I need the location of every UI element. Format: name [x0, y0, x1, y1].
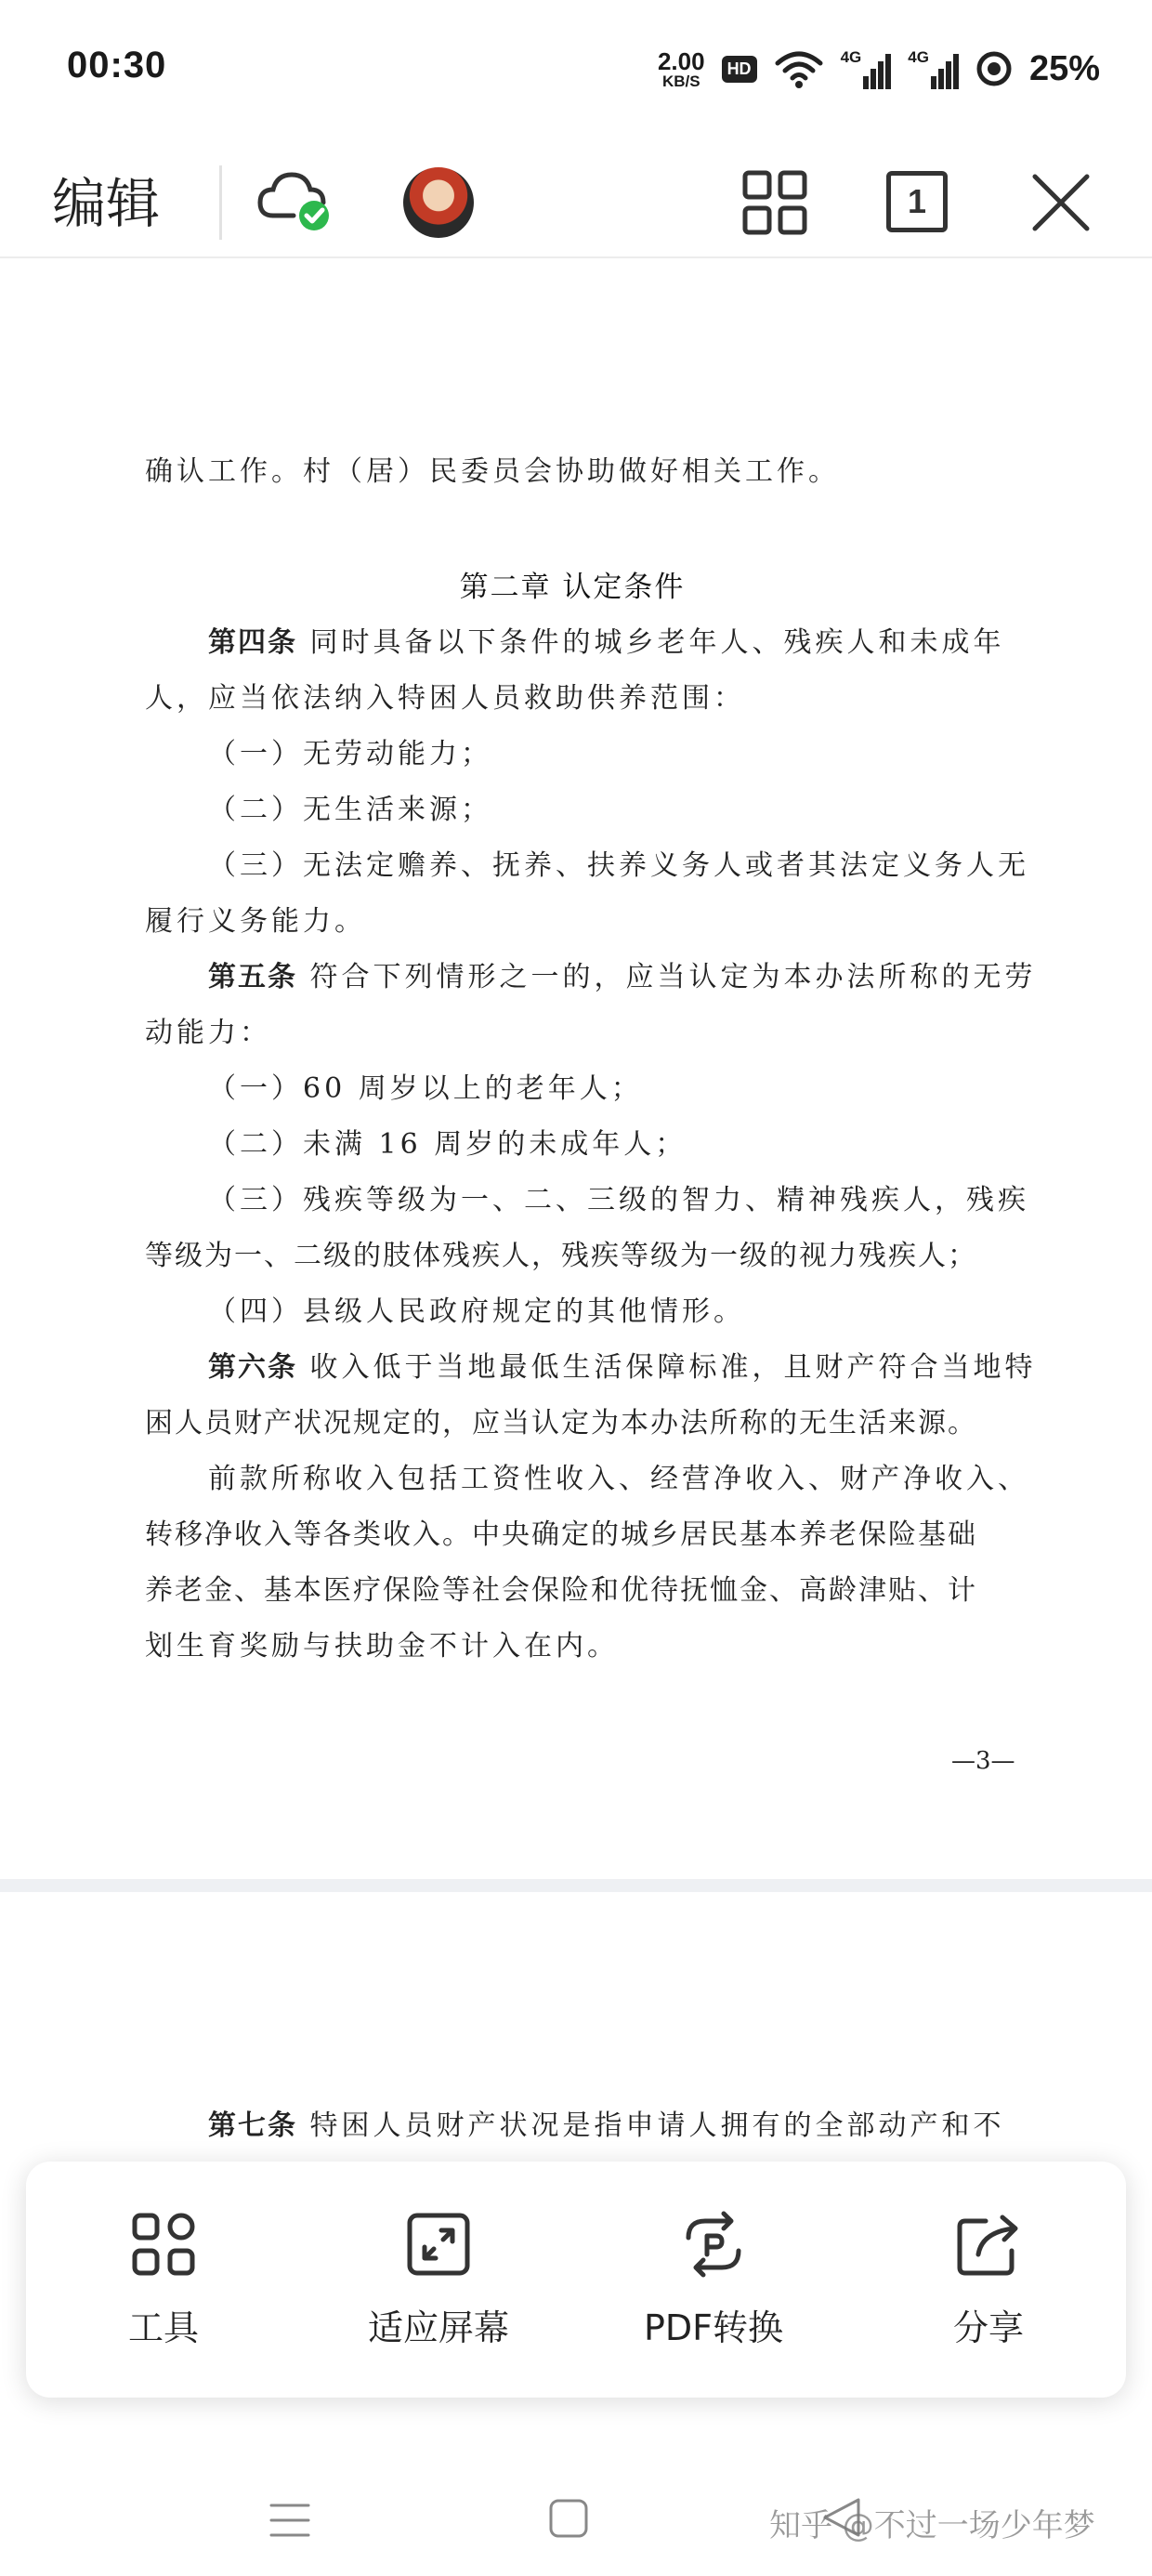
- fit-screen-icon: [404, 2210, 473, 2279]
- list-item: （四）县级人民政府规定的其他情形。: [208, 1295, 745, 1328]
- article-5-heading: 第五条: [208, 961, 297, 993]
- close-button[interactable]: [1028, 169, 1094, 236]
- text-line: 履行义务能力。: [145, 905, 366, 938]
- status-icons: [658, 43, 1100, 95]
- hd-voice-icon: HD: [722, 56, 757, 83]
- text-line: 划生育奖励与扶助金不计入在内。: [145, 1630, 619, 1663]
- share-button[interactable]: [854, 2177, 1123, 2382]
- nav-menu-button[interactable]: [269, 2500, 310, 2541]
- thumbnail-grid-button[interactable]: [740, 167, 810, 238]
- article-6-line: 第六条 收入低于当地最低生活保障标准，且财产符合当地特: [208, 1351, 1037, 1384]
- cloud-sync-button[interactable]: [256, 167, 334, 234]
- network-speed-value: 2.00: [657, 46, 705, 75]
- text-line: 确认工作。村（居）民委员会协助做好相关工作。: [145, 455, 840, 488]
- share-label: 分享: [952, 2307, 1024, 2348]
- list-item: （二）未满 16 周岁的未成年人；: [208, 1128, 687, 1161]
- status-bar: [0, 0, 1152, 139]
- signal-icon-1: 4G: [841, 48, 892, 89]
- status-time: 00:30: [67, 45, 167, 85]
- share-icon: [954, 2210, 1023, 2279]
- pdf-convert-label: PDF转换: [643, 2307, 784, 2348]
- article-4-heading: 第四条: [208, 626, 297, 659]
- text-line: 前款所称收入包括工资性收入、经营净收入、财产净收入、: [208, 1463, 1029, 1495]
- list-item: （三）残疾等级为一、二、三级的智力、精神残疾人，残疾: [208, 1184, 1029, 1216]
- home-square-icon: [548, 2498, 589, 2539]
- user-avatar[interactable]: [403, 167, 474, 238]
- article-7-heading: 第七条: [208, 2109, 297, 2142]
- wifi-icon: [774, 48, 824, 89]
- system-nav-bar: [0, 2435, 1152, 2576]
- battery-saver-icon: [975, 50, 1013, 87]
- tools-grid-icon: [129, 2210, 198, 2279]
- text-line: 养老金、基本医疗保险等社会保险和优待抚恤金、高龄津贴、计: [145, 1574, 977, 1607]
- page-indicator-button[interactable]: 1: [886, 171, 948, 232]
- text-line: 动能力：: [145, 1017, 271, 1049]
- tools-button[interactable]: [29, 2177, 298, 2382]
- page-number: —3—: [951, 1747, 1015, 1775]
- close-icon: [1028, 169, 1094, 236]
- tools-label: 工具: [127, 2307, 199, 2348]
- list-item: （二）无生活来源；: [208, 794, 492, 826]
- page-separator: [0, 1879, 1152, 1892]
- article-7-line: 第七条 特困人员财产状况是指申请人拥有的全部动产和不: [208, 2109, 1005, 2142]
- pdf-convert-button[interactable]: [579, 2177, 848, 2382]
- pdf-convert-icon: [679, 2210, 748, 2279]
- menu-icon: [269, 2500, 310, 2541]
- app-header: [0, 139, 1152, 258]
- battery-percent: 25%: [1028, 48, 1100, 88]
- network-speed-unit: KB/S: [661, 72, 700, 90]
- text-line: 人，应当依法纳入特困人员救助供养范围：: [145, 682, 745, 715]
- header-divider: [219, 165, 222, 240]
- text-line: 转移净收入等各类收入。中央确定的城乡居民基本养老保险基础: [145, 1518, 977, 1551]
- bottom-toolbar: [26, 2162, 1126, 2398]
- article-5-line: 第五条 符合下列情形之一的，应当认定为本办法所称的无劳: [208, 961, 1037, 993]
- article-4-line: 第四条 同时具备以下条件的城乡老年人、残疾人和未成年: [208, 626, 1005, 659]
- list-item: （一）60 周岁以上的老年人；: [208, 1072, 643, 1105]
- nav-home-button[interactable]: [548, 2498, 589, 2539]
- cloud-synced-icon: [256, 167, 334, 234]
- document-page: [0, 260, 1152, 1879]
- watermark-text: 知乎 @不过一场少年梦: [769, 2507, 1095, 2544]
- fit-screen-label: 适应屏幕: [367, 2307, 509, 2348]
- text-line: 等级为一、二级的肢体残疾人，残疾等级为一级的视力残疾人；: [145, 1240, 977, 1272]
- signal-icon-2: 4G: [908, 48, 959, 89]
- text-line: 困人员财产状况规定的，应当认定为本办法所称的无生活来源。: [145, 1407, 977, 1439]
- fit-screen-button[interactable]: [304, 2177, 573, 2382]
- article-6-heading: 第六条: [208, 1351, 297, 1384]
- chapter-title: 第二章 认定条件: [459, 571, 686, 604]
- network-speed: [657, 46, 705, 90]
- list-item: （一）无劳动能力；: [208, 738, 492, 770]
- grid-icon: [740, 167, 810, 238]
- edit-button[interactable]: 编辑: [52, 172, 161, 235]
- list-item: （三）无法定赡养、抚养、扶养义务人或者其法定义务人无: [208, 849, 1029, 882]
